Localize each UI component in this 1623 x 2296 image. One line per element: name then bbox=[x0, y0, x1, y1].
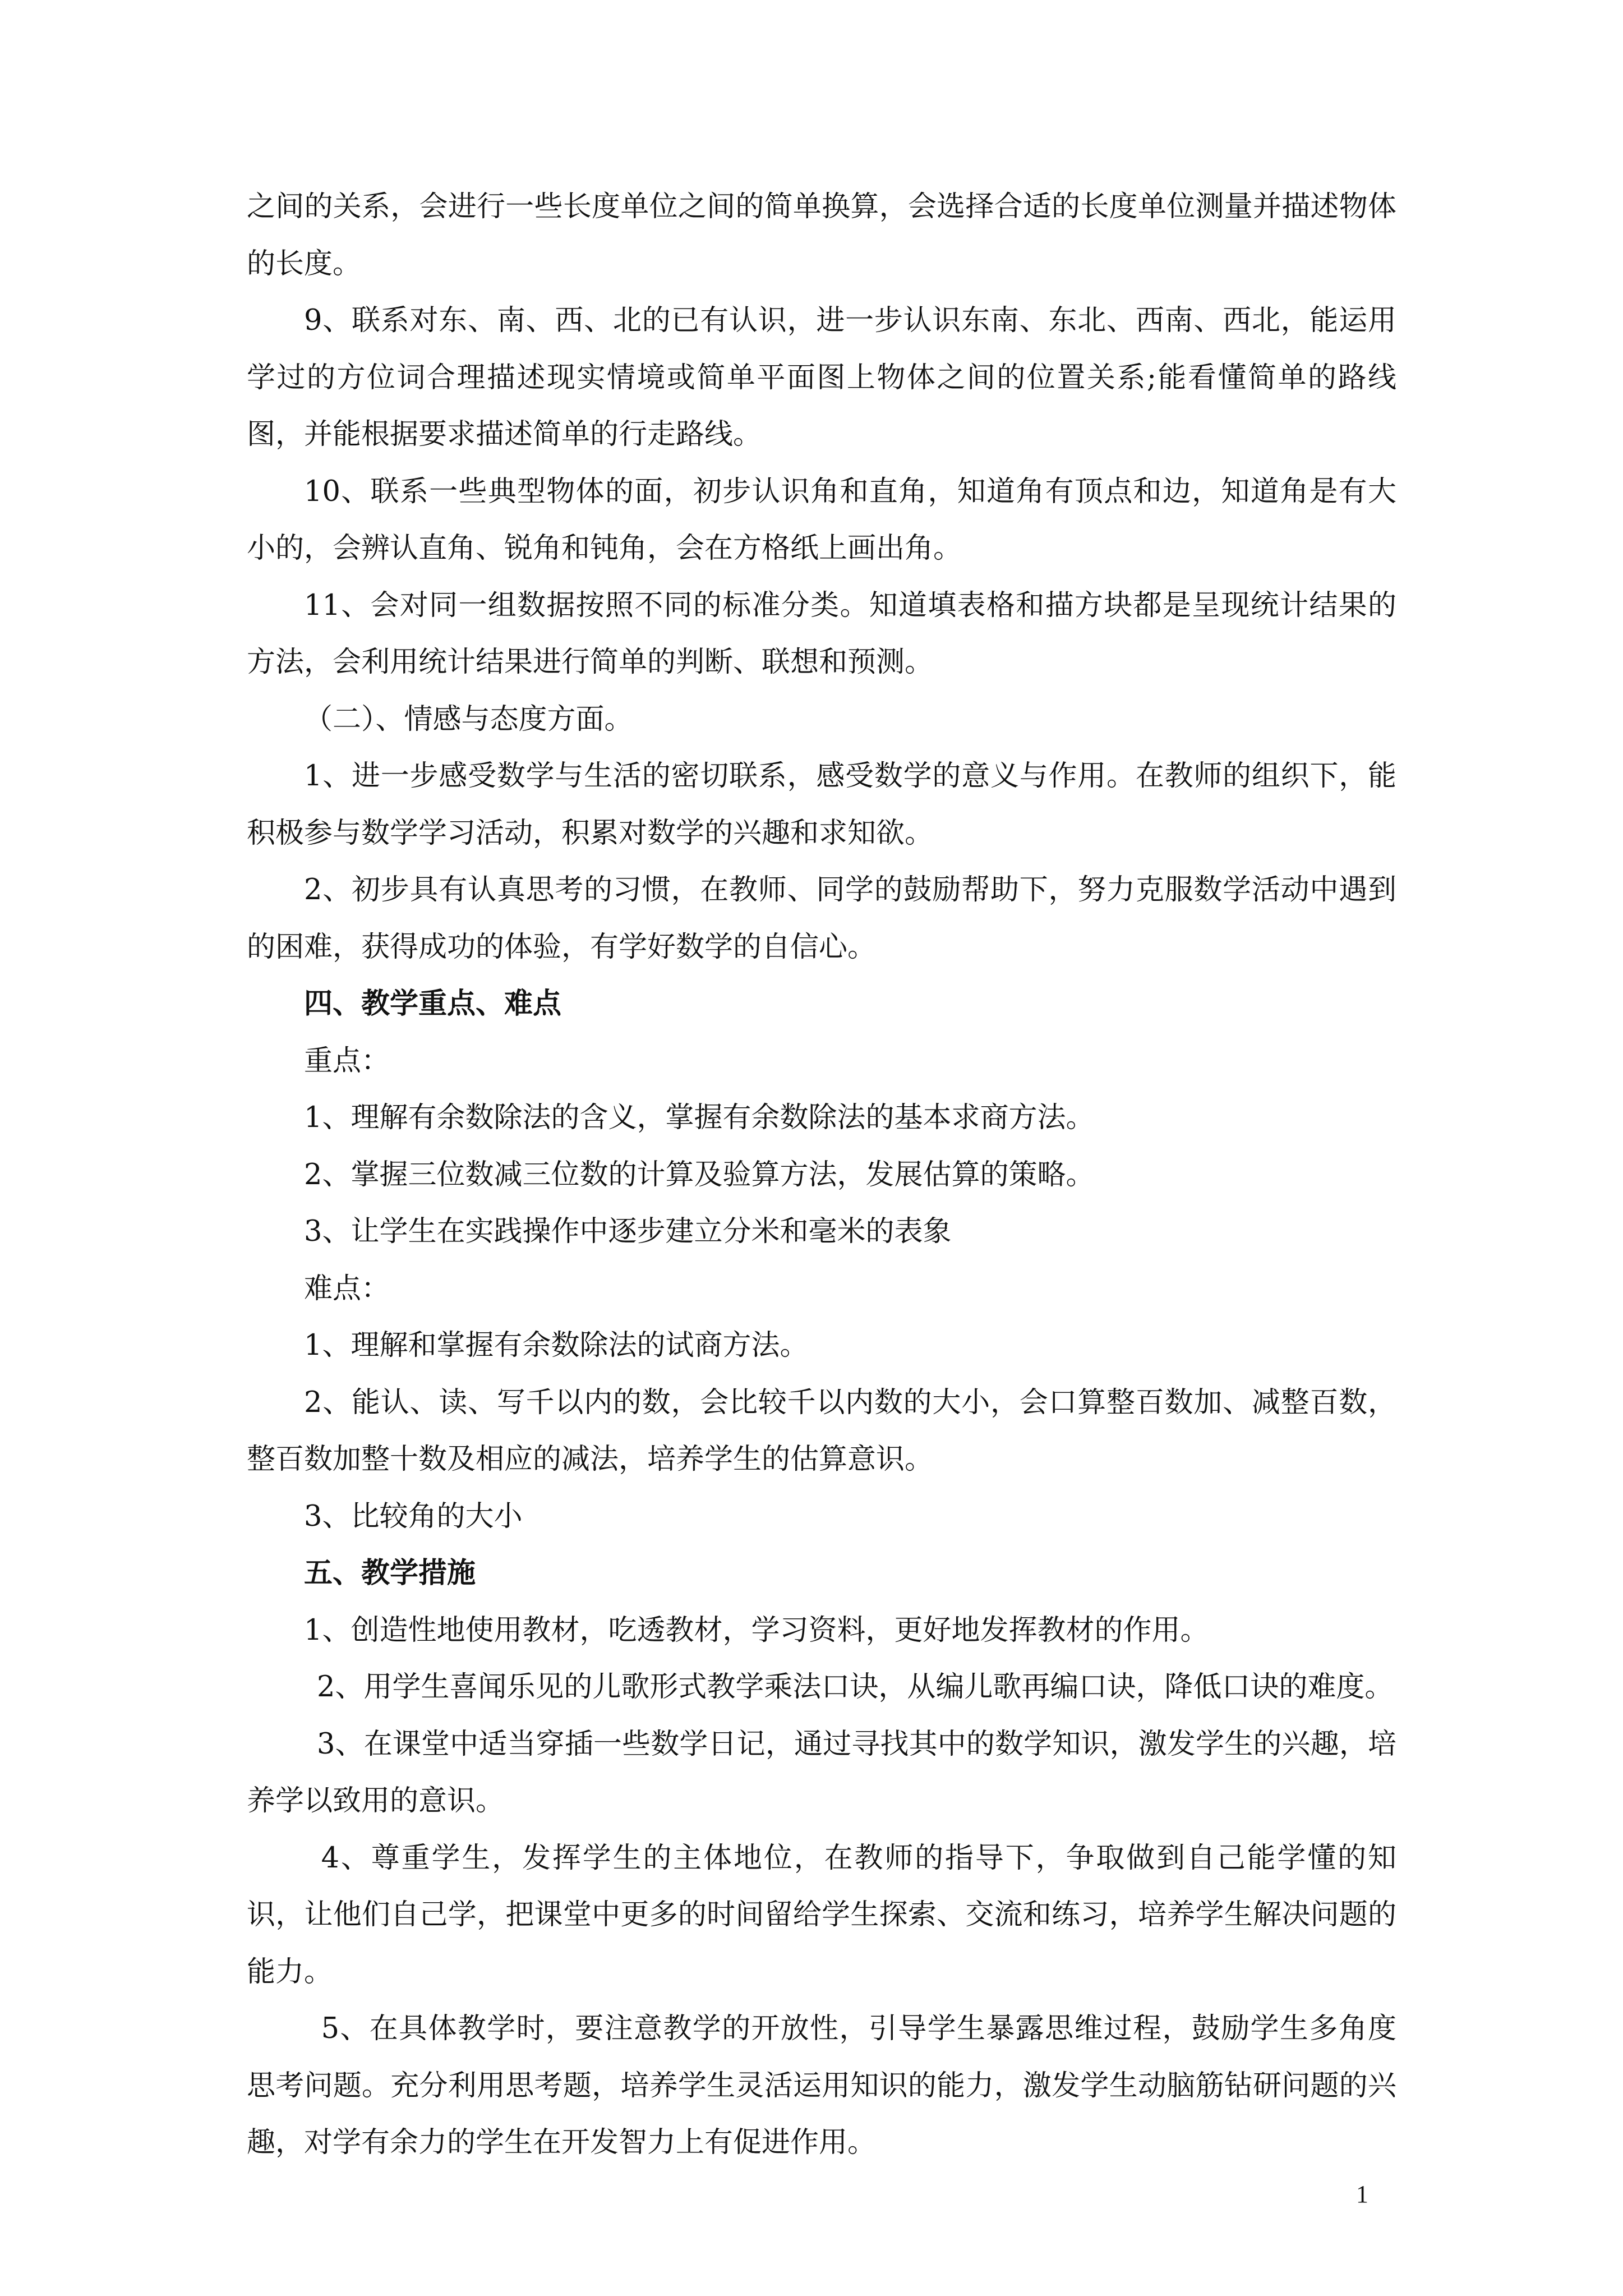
paragraph-difficulty-3: 3、比较角的大小 bbox=[304, 1499, 523, 1533]
paragraph-continuation: 之间的关系，会进行一些长度单位之间的简单换算，会选择合适的长度单位测量并描述物体的长度。 bbox=[247, 190, 1396, 280]
paragraph-measure-1: 1、创造性地使用教材，吃透教材，学习资料，更好地发挥教材的作用。 bbox=[304, 1613, 1209, 1647]
paragraph-item-11: 11、会对同一组数据按照不同的标准分类。知道填表格和描方块都是呈现统计结果的方法，会利用统计结果进行简单的判断、联想和预测。 bbox=[247, 588, 1396, 679]
paragraph-key-3: 3、让学生在实践操作中逐步建立分米和毫米的表象 bbox=[304, 1215, 952, 1248]
label-difficulties: 难点： bbox=[304, 1272, 390, 1305]
paragraph-item-9: 9、联系对东、南、西、北的已有认识，进一步认识东南、东北、西南、西北，能运用学过的方位词合理描述现实情境或简单平面图上物体之间的位置关系;能看懂简单的路线图，并能根据要求描述简单的行走路线。 bbox=[247, 304, 1396, 451]
paragraph-key-2: 2、掌握三位数减三位数的计算及验算方法，发展估算的策略。 bbox=[304, 1158, 1095, 1191]
paragraph-difficulty-2: 2、能认、读、写千以内的数，会比较千以内数的大小，会口算整百数加、减整百数，整百数加整十数及相应的减法，培养学生的估算意识。 bbox=[247, 1386, 1396, 1476]
subsection-heading-emotion: （二）、情感与态度方面。 bbox=[304, 702, 633, 736]
paragraph-difficulty-1: 1、理解和掌握有余数除法的试商方法。 bbox=[304, 1329, 809, 1362]
section-heading-key-points: 四、教学重点、难点 bbox=[304, 987, 562, 1020]
paragraph-item-10: 10、联系一些典型物体的面，初步认识角和直角，知道角有顶点和边，知道角是有大小的，会辨认直角、锐角和钝角，会在方格纸上画出角。 bbox=[247, 475, 1396, 565]
paragraph-measure-4: 4、尊重学生，发挥学生的主体地位，在教师的指导下，争取做到自己能学懂的知识，让他们自己学，把课堂中更多的时间留给学生探索、交流和练习，培养学生解决问题的能力。 bbox=[247, 1841, 1396, 1989]
paragraph-emotion-1: 1、进一步感受数学与生活的密切联系，感受数学的意义与作用。在教师的组织下，能积极参与数学学习活动，积累对数学的兴趣和求知欲。 bbox=[247, 760, 1396, 850]
paragraph-measure-2: 2、用学生喜闻乐见的儿歌形式教学乘法口诀，从编儿歌再编口诀，降低口诀的难度。 bbox=[316, 1671, 1394, 1704]
section-heading-measures: 五、教学措施 bbox=[304, 1556, 476, 1590]
body-text bbox=[247, 178, 1396, 2171]
paragraph-key-1: 1、理解有余数除法的含义，掌握有余数除法的基本求商方法。 bbox=[304, 1101, 1095, 1134]
page-number: 1 bbox=[1356, 2180, 1368, 2208]
paragraph-measure-5: 5、在具体教学时，要注意教学的开放性，引导学生暴露思维过程，鼓励学生多角度思考问题。充分利用思考题，培养学生灵活运用知识的能力，激发学生动脑筋钻研问题的兴趣，对学有余力的学生在开发智力上有促进作用。 bbox=[247, 2012, 1396, 2159]
label-key-points: 重点： bbox=[304, 1044, 390, 1078]
paragraph-emotion-2: 2、初步具有认真思考的习惯，在教师、同学的鼓励帮助下，努力克服数学活动中遇到的困难，获得成功的体验，有学好数学的自信心。 bbox=[247, 873, 1396, 964]
paragraph-measure-3: 3、在课堂中适当穿插一些数学日记，通过寻找其中的数学知识，激发学生的兴趣，培养学以致用的意识。 bbox=[247, 1727, 1396, 1818]
